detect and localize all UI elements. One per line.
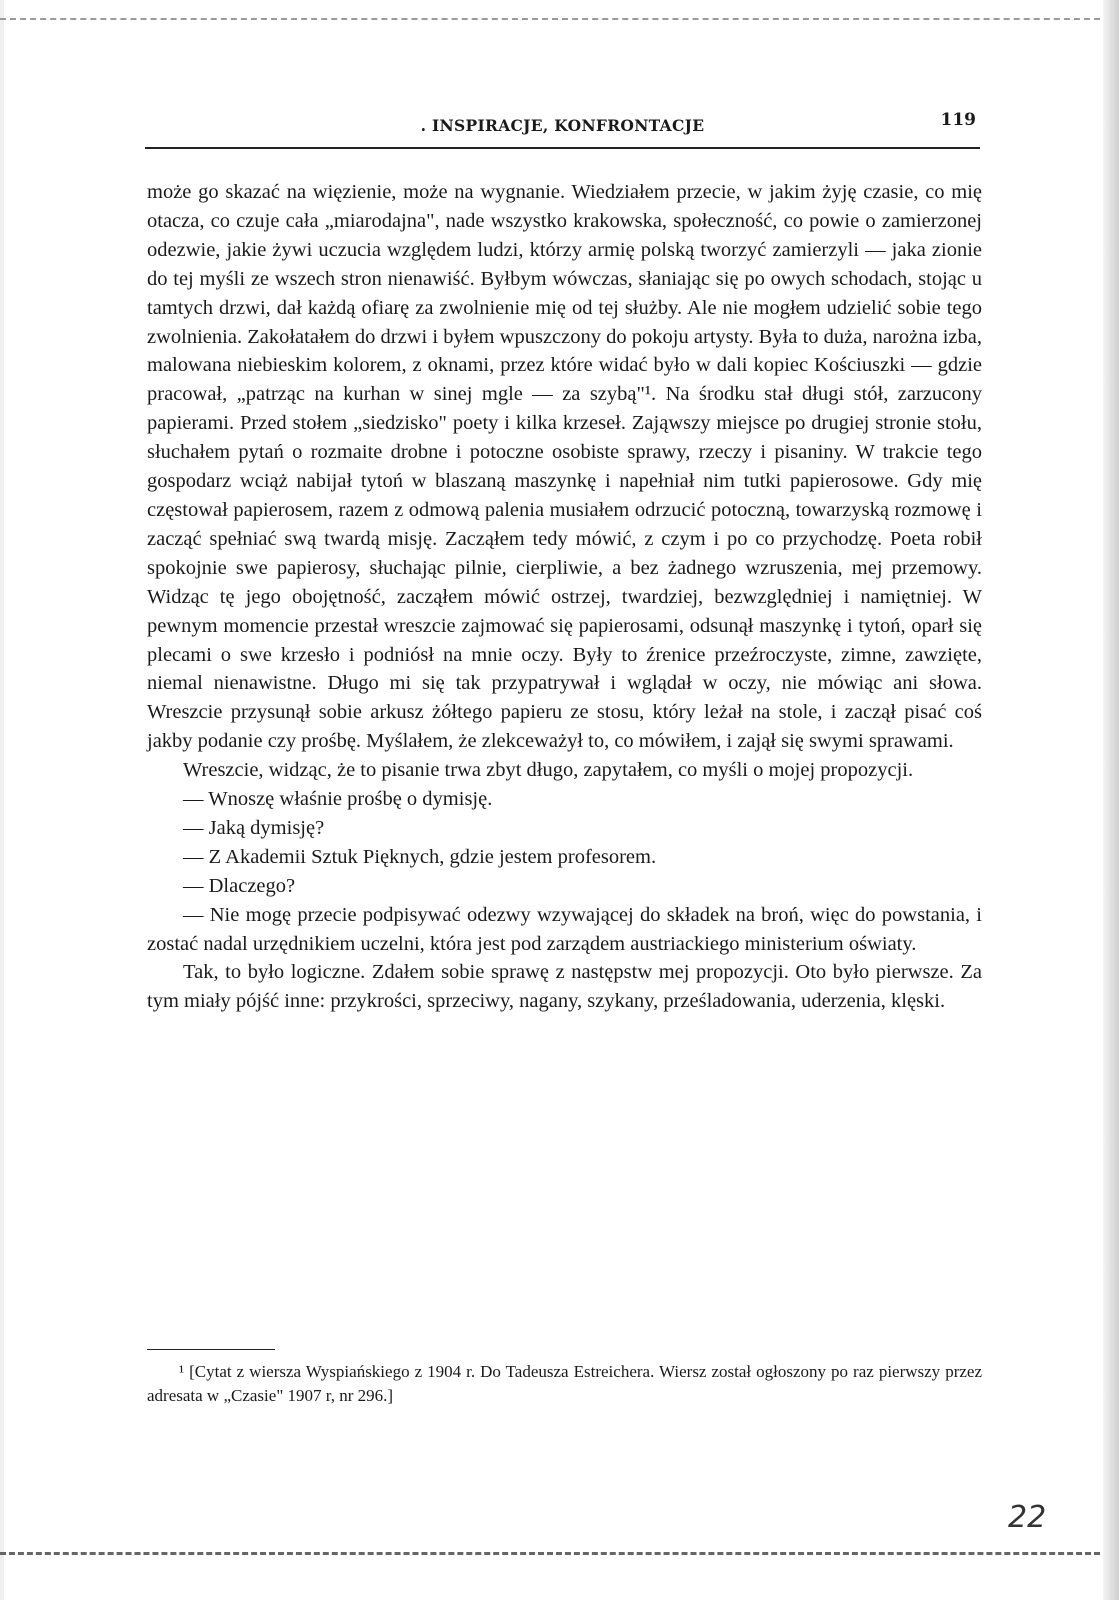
scan-top-edge [0, 18, 1100, 20]
paragraph: Wreszcie, widząc, że to pisanie trwa zbyt długo, zapytałem, co myśli o mojej propozycji. [183, 759, 914, 782]
running-head [145, 112, 980, 142]
dialogue-line: — Z Akademii Sztuk Pięknych, gdzie jestem profesorem. [183, 845, 657, 868]
footnote [147, 1360, 982, 1408]
paragraph: może go skazać na więzienie, może na wygnanie. Wiedziałem przecie, w jakim żyję czasie, co mię otacza, co czuje cała „miarodajna", nade wszystko krakowska, społeczność, co powie o zamierzonej odezwie, jakie żywi uczucia względem ludzi, którzy armię polską tworzyć zamierzyli — jaka zionie do tej myśli ze wszech stron nienawiść. Byłbym wówczas, słaniając się po owych schodach, stojąc u tamtych drzwi, dał każdą ofiarę za zwolnienie mię od tej służby. Ale nie mogłem udzielić sobie tego zwolnienia. Zakołatałem do drzwi i byłem wpuszczony do pokoju artysty. Była to duża, narożna izba, malowana niebieskim kolorem, z oknami, przez które widać było w dali kopiec Kościuszki — gdzie pracował, „patrząc na kurhan w sinej mgle — za szybą"¹. Na środku stał długi stół, zarzucony papierami. Przed stołem „siedzisko" poety i kilka krzeseł. Zająwszy miejsce po drugiej stronie stołu, słuchałem pytań o rozmaite drobne i potoczne osobiste sprawy, rzeczy i pisaniny. W trakcie tego gospodarz wciąż nabijał tytoń w blaszaną maszynkę i napełniał nim tutki papierosowe. Gdy mię częstował papierosem, razem z odmową palenia musiałem odrzucić potoczną, towarzyską rozmowę i zacząć spełniać swą twardą misję. Zacząłem tedy mówić, z czym i po co przychodzę. Poeta robił spokojnie swe papierosy, słuchając pilnie, cierpliwie, a bez żadnego wzruszenia, mej przemowy. Widząc tę jego obojętność, zacząłem mówić ostrzej, twardziej, bezwzględniej i namiętniej. W pewnym momencie przestał wreszcie zajmować się papierosami, odsunął maszynkę i tytoń, oparł się plecami o swe krzesło i podniósł na mnie oczy. Były to źrenice przeźroczyste, zimne, zawzięte, niemal nienawistne. Długo mi się tak przypatrywał i wglądał w oczy, nie mówiąc ani słowa. Wreszcie przysunął sobie arkusz żółtego papieru ze stosu, który leżał na stole, i zaczął pisać coś jakby podanie czy prośbę. Myślałem, że zlekceważył to, co mówiłem, i zajął się swymi sprawami. [147, 181, 982, 753]
scan-edge-left [0, 0, 4, 1600]
dialogue-line: — Wnoszę właśnie prośbę o dymisję. [183, 788, 493, 811]
footnote-rule [147, 1349, 275, 1350]
scan-bottom-edge [0, 1552, 1100, 1555]
running-title: . INSPIRACJE, KONFRONTACJE [420, 116, 705, 135]
footnote-text: ¹ [Cytat z wiersza Wyspiańskiego z 1904 r. Do Tadeusza Estreichera. Wiersz został ogłoszony po raz pierwszy przez adresata w „Czasie" 1907 r, nr 296.] [147, 1362, 982, 1405]
dialogue-line: — Jaką dymisję? [183, 816, 325, 839]
body-text [147, 178, 982, 1016]
header-rule [145, 147, 980, 149]
handwritten-page-number: 22 [1008, 1500, 1047, 1535]
dialogue-line: — Nie mogę przecie podpisywać odezwy wzywającej do składek na broń, więc do powstania, i zostać nadal urzędnikiem uczelni, która jest pod zarządem austriackiego ministerium oświaty. [147, 903, 982, 955]
dialogue-line: — Dlaczego? [183, 874, 296, 897]
scan-edge-right [1103, 0, 1119, 1600]
paragraph: Tak, to było logiczne. Zdałem sobie sprawę z następstw mej propozycji. Oto było pierwsze. Za tym miały pójść inne: przykrości, sprzeciwy, nagany, szykany, prześladowania, uderzenia, klęski. [147, 961, 982, 1013]
page-number: 119 [940, 110, 976, 130]
